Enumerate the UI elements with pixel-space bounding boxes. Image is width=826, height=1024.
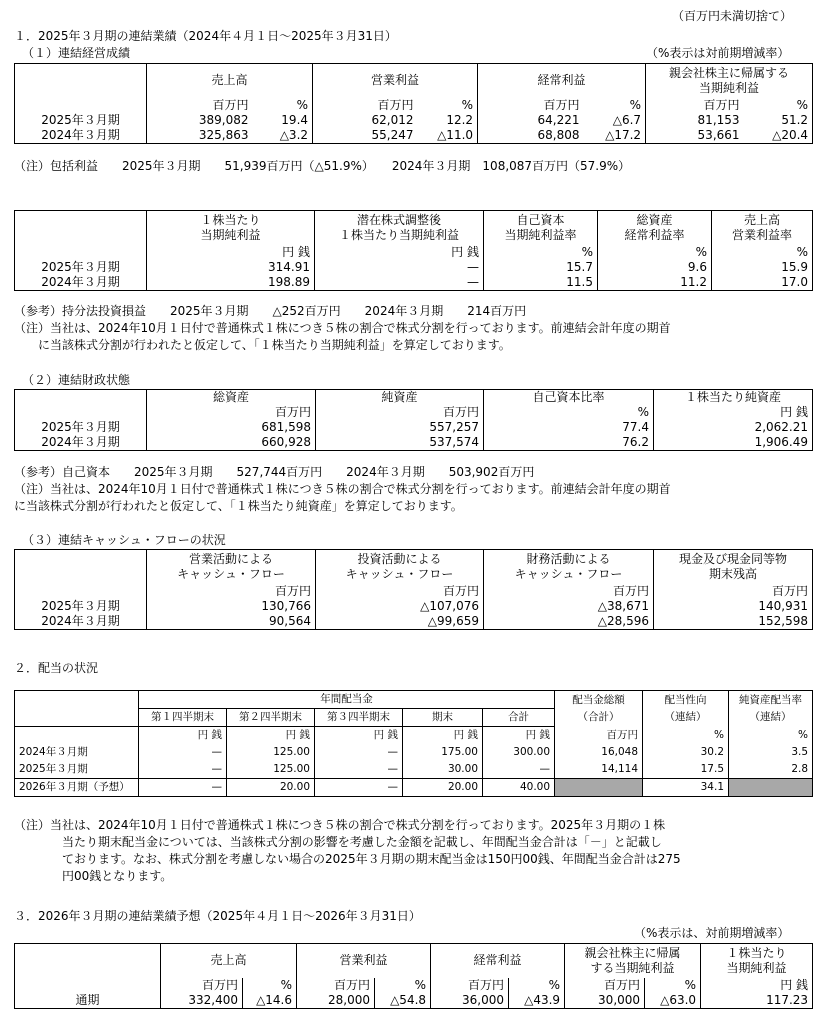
table-cell: 17.5	[643, 761, 729, 779]
row-label: 通期	[15, 993, 161, 1009]
table-cell: 125.00	[227, 744, 315, 761]
table-cell: 81,153	[646, 113, 744, 128]
table-row	[15, 420, 813, 435]
table-cell: 314.91	[147, 260, 315, 275]
col-header-line: する当期純利益	[590, 960, 675, 975]
table-cell: 15.7	[484, 260, 598, 275]
col-header: 営業利益	[297, 944, 431, 978]
row-label: 2024年３月期	[15, 275, 147, 291]
row-label: 2024年３月期	[15, 128, 147, 144]
table-cell: 660,928	[147, 435, 316, 451]
table-cell: 2.8	[729, 761, 813, 779]
section1-sub1: （１）連結経営成績	[22, 46, 131, 60]
unit-label: 円 銭	[227, 727, 315, 745]
col-header: 第２四半期末	[227, 709, 315, 727]
unit-label: %	[598, 245, 712, 260]
corner-cell	[15, 550, 147, 584]
col-header-line: キャッシュ・フロー	[345, 566, 454, 581]
corner-cell	[15, 405, 147, 420]
unit-label: 円 銭	[403, 727, 483, 745]
table-row	[15, 614, 813, 630]
corner-cell	[15, 709, 139, 727]
unit-label: 円 銭	[147, 245, 315, 260]
col-header-line: 潜在株式調整後	[356, 212, 441, 227]
col-header	[484, 550, 654, 584]
dividend-table	[14, 690, 813, 797]
table-row	[15, 435, 813, 451]
table-row	[15, 113, 813, 128]
col-header-line: 財務活動による	[526, 551, 611, 566]
col-header-line: 売上高	[743, 212, 780, 227]
col-header-line: 純資産配当率	[739, 693, 803, 706]
unit-label: 百万円	[431, 978, 509, 993]
col-header	[484, 211, 598, 245]
unit-label: 百万円	[147, 98, 253, 113]
equity-method-note: （参考）持分法投資損益 2025年３月期 △252百万円 2024年３月期 214百万円	[14, 304, 527, 318]
split-note-bps-line1: （注）当社は、2024年10月１日付で普通株式１株につき５株の割合で株式分割を行っております。前連結会計年度の期首	[14, 482, 671, 496]
dividend-note-line3: ております。なお、株式分割を考慮しない場合の2025年３月期の期末配当金は150円00銭、年間配当金合計は275	[62, 852, 681, 866]
table-cell: △11.0	[418, 128, 478, 144]
col-header: 第１四半期末	[139, 709, 227, 727]
table-cell: 15.9	[712, 260, 813, 275]
col-header	[555, 691, 643, 727]
table-cell: —	[315, 744, 403, 761]
row-label: 2024年３月期	[15, 744, 139, 761]
col-header-line: 配当金総額	[572, 693, 625, 706]
table-cell: 64,221	[478, 113, 584, 128]
table-cell: 117.23	[701, 993, 813, 1009]
unit-label: 円 銭	[139, 727, 227, 745]
col-header: 売上高	[147, 64, 313, 98]
col-header: 経常利益	[478, 64, 646, 98]
col-header	[643, 691, 729, 727]
col-header-line: 投資活動による	[357, 551, 442, 566]
table-cell: 11.2	[598, 275, 712, 291]
section1-title: １．2025年３月期の連結業績（2024年４月１日～2025年３月31日）	[14, 29, 397, 43]
table-cell: 28,000	[297, 993, 375, 1009]
unit-label: %	[484, 245, 598, 260]
row-label: 2024年３月期	[15, 614, 147, 630]
row-label: 2026年３月期（予想）	[15, 779, 139, 797]
dividend-group-header: 年間配当金	[139, 691, 555, 709]
table-cell: 90,564	[147, 614, 316, 630]
col-header: 自己資本比率	[484, 390, 654, 406]
table-cell: △20.4	[744, 128, 813, 144]
table-cell: —	[139, 761, 227, 779]
table-cell: 34.1	[643, 779, 729, 797]
table-cell: 62,012	[313, 113, 418, 128]
table-cell: 3.5	[729, 744, 813, 761]
unit-label: 円 銭	[701, 978, 813, 993]
col-header-line: 期末残高	[708, 566, 757, 581]
table-cell: 389,082	[147, 113, 253, 128]
col-header: 総資産	[147, 390, 316, 406]
unit-label: 百万円	[555, 727, 643, 745]
table-cell: —	[315, 779, 403, 797]
split-note-eps-line1: （注）当社は、2024年10月１日付で普通株式１株につき５株の割合で株式分割を行っております。前連結会計年度の期首	[14, 321, 671, 335]
col-header	[147, 211, 315, 245]
table-cell: 40.00	[483, 779, 555, 797]
forecast-table	[14, 943, 813, 1009]
unit-label: 百万円	[297, 978, 375, 993]
col-header-line: （連結）	[664, 710, 707, 723]
table-cell: 14,114	[555, 761, 643, 779]
table-cell: 76.2	[484, 435, 654, 451]
col-header: 第３四半期末	[315, 709, 403, 727]
table-row	[15, 744, 813, 761]
corner-cell	[15, 211, 147, 245]
col-header: 経常利益	[431, 944, 565, 978]
row-label: 2024年３月期	[15, 435, 147, 451]
split-note-eps-line2: に当該株式分割が行われたと仮定して、「１株当たり当期純利益」を算定しております。	[38, 338, 511, 352]
col-header-line: 親会社株主に帰属する	[669, 65, 790, 80]
col-header	[701, 944, 813, 978]
table-cell: △54.8	[375, 993, 431, 1009]
col-header-line: 当期純利益	[200, 227, 261, 242]
corner-cell	[15, 584, 147, 599]
unit-label: 百万円	[313, 98, 418, 113]
col-header-line: 当期純利益率	[504, 227, 577, 242]
corner-cell	[15, 390, 147, 406]
table-row	[15, 599, 813, 614]
table-cell: 537,574	[316, 435, 484, 451]
table-cell: 557,257	[316, 420, 484, 435]
table-cell: 1,906.49	[654, 435, 813, 451]
col-header	[147, 550, 316, 584]
table-cell: 125.00	[227, 761, 315, 779]
table-cell: 36,000	[431, 993, 509, 1009]
row-label: 2025年３月期	[15, 113, 147, 128]
row-label: 2025年３月期	[15, 260, 147, 275]
cash-flow-table	[14, 549, 813, 630]
table-row	[15, 275, 813, 291]
table-cell: 20.00	[403, 779, 483, 797]
equity-ref-note: （参考）自己資本 2025年３月期 527,744百万円 2024年３月期 503,902百万円	[14, 465, 535, 479]
col-header: 合計	[483, 709, 555, 727]
table-cell: 332,400	[161, 993, 243, 1009]
col-header-line: １株当たり当期純利益	[338, 227, 459, 242]
table-row	[15, 993, 813, 1009]
table-cell: —	[139, 744, 227, 761]
table-cell: △14.6	[243, 993, 297, 1009]
table-cell: —	[139, 779, 227, 797]
col-header: 純資産	[316, 390, 484, 406]
table-cell: △6.7	[584, 113, 646, 128]
col-header-line: 当期純利益	[726, 960, 787, 975]
corner-cell	[15, 978, 161, 993]
unit-label: %	[645, 978, 701, 993]
col-header	[565, 944, 701, 978]
unit-label: 百万円	[565, 978, 645, 993]
corner-cell	[15, 245, 147, 260]
table-cell: —	[315, 275, 484, 291]
unit-label: %	[375, 978, 431, 993]
col-header-line: 営業利益率	[731, 227, 792, 242]
unit-label: 円 銭	[315, 245, 484, 260]
unit-label: 円 銭	[315, 727, 403, 745]
table-cell: 20.00	[227, 779, 315, 797]
table-cell: △38,671	[484, 599, 654, 614]
table-cell: —	[483, 761, 555, 779]
col-header	[654, 550, 813, 584]
table-cell: —	[315, 761, 403, 779]
col-header-line: 親会社株主に帰属	[584, 945, 681, 960]
table-cell: △43.9	[509, 993, 565, 1009]
col-header	[729, 691, 813, 727]
section3-note: （%表示は、対前期増減率）	[634, 926, 790, 940]
unit-label: %	[643, 727, 729, 745]
unit-label: %	[418, 98, 478, 113]
table-row	[15, 128, 813, 144]
shaded-cell	[729, 779, 813, 797]
table-cell: 152,598	[654, 614, 813, 630]
unit-label: %	[243, 978, 297, 993]
table-cell: 30,000	[565, 993, 645, 1009]
unit-label: 百万円	[316, 405, 484, 420]
dividend-note-line1: （注）当社は、2024年10月１日付で普通株式１株につき５株の割合で株式分割を行っております。2025年３月期の１株	[14, 818, 666, 832]
unit-label: 百万円	[654, 584, 813, 599]
table-cell: 12.2	[418, 113, 478, 128]
unit-label: 円 銭	[483, 727, 555, 745]
col-header-line: 自己資本	[516, 212, 565, 227]
unit-label: %	[253, 98, 313, 113]
col-header	[598, 211, 712, 245]
table-cell: 140,931	[654, 599, 813, 614]
col-header-line: 当期純利益	[699, 80, 760, 95]
table-cell: 9.6	[598, 260, 712, 275]
shaded-cell	[555, 779, 643, 797]
section1-sub2: （２）連結財政状態	[22, 373, 131, 387]
table-row	[15, 260, 813, 275]
comprehensive-income-note: （注）包括利益 2025年３月期 51,939百万円（△51.9%） 2024年３月期 108,087百万円（57.9%）	[14, 159, 631, 173]
table-cell: 17.0	[712, 275, 813, 291]
unit-label: 百万円	[161, 978, 243, 993]
operating-results-table	[14, 63, 813, 144]
col-header-line: （連結）	[749, 710, 792, 723]
table-cell: 53,661	[646, 128, 744, 144]
table-cell: 30.00	[403, 761, 483, 779]
table-cell: 55,247	[313, 128, 418, 144]
table-cell: △99,659	[316, 614, 484, 630]
col-header	[316, 550, 484, 584]
col-header	[315, 211, 484, 245]
unit-label: %	[744, 98, 813, 113]
section2-title: ２．配当の状況	[14, 661, 99, 675]
table-cell: 77.4	[484, 420, 654, 435]
col-header-line: 現金及び現金同等物	[678, 551, 787, 566]
table-cell: 19.4	[253, 113, 313, 128]
col-header-line: 配当性向	[664, 693, 707, 706]
corner-cell	[15, 691, 139, 709]
per-share-table	[14, 210, 813, 291]
col-header-line: 経常利益率	[624, 227, 685, 242]
table-cell: △3.2	[253, 128, 313, 144]
unit-label: 円 銭	[654, 405, 813, 420]
table-cell: △63.0	[645, 993, 701, 1009]
unit-label: 百万円	[147, 405, 316, 420]
table-cell: 198.89	[147, 275, 315, 291]
row-label: 2025年３月期	[15, 420, 147, 435]
col-header	[712, 211, 813, 245]
table-cell: 30.2	[643, 744, 729, 761]
unit-label: %	[729, 727, 813, 745]
col-header-line: キャッシュ・フロー	[514, 566, 623, 581]
table-cell: 51.2	[744, 113, 813, 128]
corner-cell	[15, 727, 139, 745]
col-header	[646, 64, 813, 98]
dividend-note-line4: 円00銭となります。	[62, 869, 173, 883]
table-cell: 130,766	[147, 599, 316, 614]
section1-sub3: （３）連結キャッシュ・フローの状況	[22, 533, 226, 547]
table-cell: 68,808	[478, 128, 584, 144]
row-label: 2025年３月期	[15, 761, 139, 779]
unit-label: 百万円	[316, 584, 484, 599]
corner-cell	[15, 944, 161, 978]
unit-label: %	[509, 978, 565, 993]
unit-label: 百万円	[484, 584, 654, 599]
table-cell: 300.00	[483, 744, 555, 761]
unit-note: （百万円未満切捨て）	[672, 9, 793, 23]
col-header-line: 営業活動による	[188, 551, 273, 566]
unit-label: 百万円	[646, 98, 744, 113]
col-header: 営業利益	[313, 64, 478, 98]
col-header-line: （合計）	[577, 710, 620, 723]
col-header: 売上高	[161, 944, 297, 978]
col-header-line: キャッシュ・フロー	[177, 566, 285, 581]
table-cell: △107,076	[316, 599, 484, 614]
row-label: 2025年３月期	[15, 599, 147, 614]
table-cell: 175.00	[403, 744, 483, 761]
unit-label: %	[712, 245, 813, 260]
unit-label: 百万円	[147, 584, 316, 599]
col-header-line: 総資産	[636, 212, 673, 227]
table-cell: 325,863	[147, 128, 253, 144]
unit-label: %	[484, 405, 654, 420]
col-header-line: １株当たり	[200, 212, 261, 227]
table-row	[15, 761, 813, 779]
corner-cell	[15, 98, 147, 113]
table-cell: 16,048	[555, 744, 643, 761]
table-cell: 11.5	[484, 275, 598, 291]
col-header: １株当たり純資産	[654, 390, 813, 406]
table-cell: △28,596	[484, 614, 654, 630]
table-cell: 2,062.21	[654, 420, 813, 435]
dividend-note-line2: 当たり期末配当金については、当該株式分割の影響を考慮した金額を記載し、年間配当金合計は「－」と記載し	[62, 835, 662, 849]
section3-title: ３．2026年３月期の連結業績予想（2025年４月１日～2026年３月31日）	[14, 909, 421, 923]
table-cell: —	[315, 260, 484, 275]
col-header: 期末	[403, 709, 483, 727]
table-row-forecast	[15, 779, 813, 797]
unit-label: 百万円	[478, 98, 584, 113]
unit-label: %	[584, 98, 646, 113]
col-header-line: １株当たり	[726, 945, 787, 960]
corner-cell	[15, 64, 147, 98]
section1-sub1-note: （%表示は対前期増減率）	[646, 46, 790, 60]
table-cell: △17.2	[584, 128, 646, 144]
financial-position-table	[14, 389, 813, 451]
split-note-bps-line2: に当該株式分割が行われたと仮定して、「１株当たり純資産」を算定しております。	[14, 499, 463, 513]
table-cell: 681,598	[147, 420, 316, 435]
